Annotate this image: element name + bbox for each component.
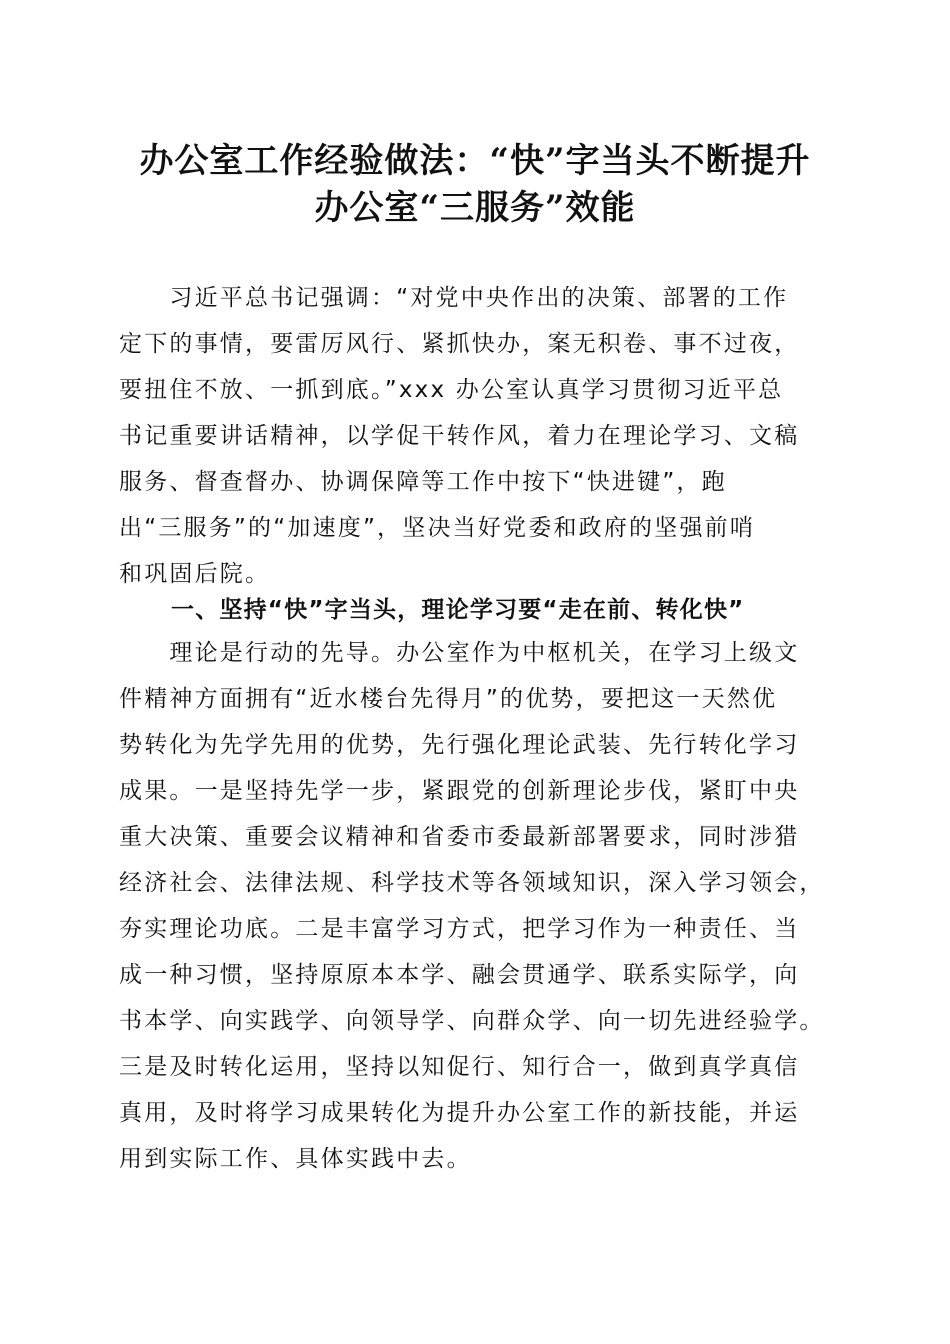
section-line: 成一种习惯，坚持原原本本学、融会贯通学、联系实际学，向 xyxy=(119,962,800,988)
section-line: 理论是行动的先导。办公室作为中枢机关，在学习上级文 xyxy=(119,640,800,666)
section-line: 势转化为先学先用的优势，先行强化理论武装、先行转化学习 xyxy=(119,732,800,758)
section-line: 真用，及时将学习成果转化为提升办公室工作的新技能，并运 xyxy=(119,1100,800,1126)
section-line: 重大决策、重要会议精神和省委市委最新部署要求，同时涉猎 xyxy=(119,824,800,850)
section-heading: 一、坚持“快”字当头，理论学习要“走在前、转化快” xyxy=(171,597,745,623)
section-line: 经济社会、法律法规、科学技术等各领域知识，深入学习领会， xyxy=(119,870,825,896)
section-line: 成果。一是坚持先学一步，紧跟党的创新理论步伐，紧盯中央 xyxy=(119,778,800,804)
intro-line: 出“三服务”的“加速度”，坚决当好党委和政府的坚强前哨 xyxy=(119,515,756,541)
intro-line: 要扭住不放、一抓到底。”xxx 办公室认真学习贯彻习近平总 xyxy=(119,377,784,403)
section-line: 三是及时转化运用，坚持以知促行、知行合一，做到真学真信 xyxy=(119,1054,800,1080)
intro-paragraph xyxy=(119,275,831,597)
section-line: 用到实际工作、具体实践中去。 xyxy=(119,1146,472,1172)
section-line: 件精神方面拥有“近水楼台先得月”的优势，要把这一天然优 xyxy=(119,686,778,712)
intro-line: 和巩固后院。 xyxy=(119,561,271,587)
intro-line: 习近平总书记强调：“对党中央作出的决策、部署的工作 xyxy=(119,285,789,311)
intro-line: 定下的事情，要雷厉风行、紧抓快办，案无积卷、事不过夜， xyxy=(119,331,800,357)
section-line: 夯实理论功底。二是丰富学习方式，把学习作为一种责任、当 xyxy=(119,916,800,942)
section-line: 书本学、向实践学、向领导学、向群众学、向一切先进经验学。 xyxy=(119,1008,825,1034)
document-title-line-1: 办公室工作经验做法：“快”字当头不断提升 xyxy=(139,141,811,181)
intro-line: 书记重要讲话精神，以学促干转作风，着力在理论学习、文稿 xyxy=(119,423,800,449)
section-paragraph xyxy=(119,630,831,1182)
intro-line: 服务、督查督办、协调保障等工作中按下“快进键”，跑 xyxy=(119,469,727,495)
document-title-line-2: 办公室“三服务”效能 xyxy=(314,188,636,228)
